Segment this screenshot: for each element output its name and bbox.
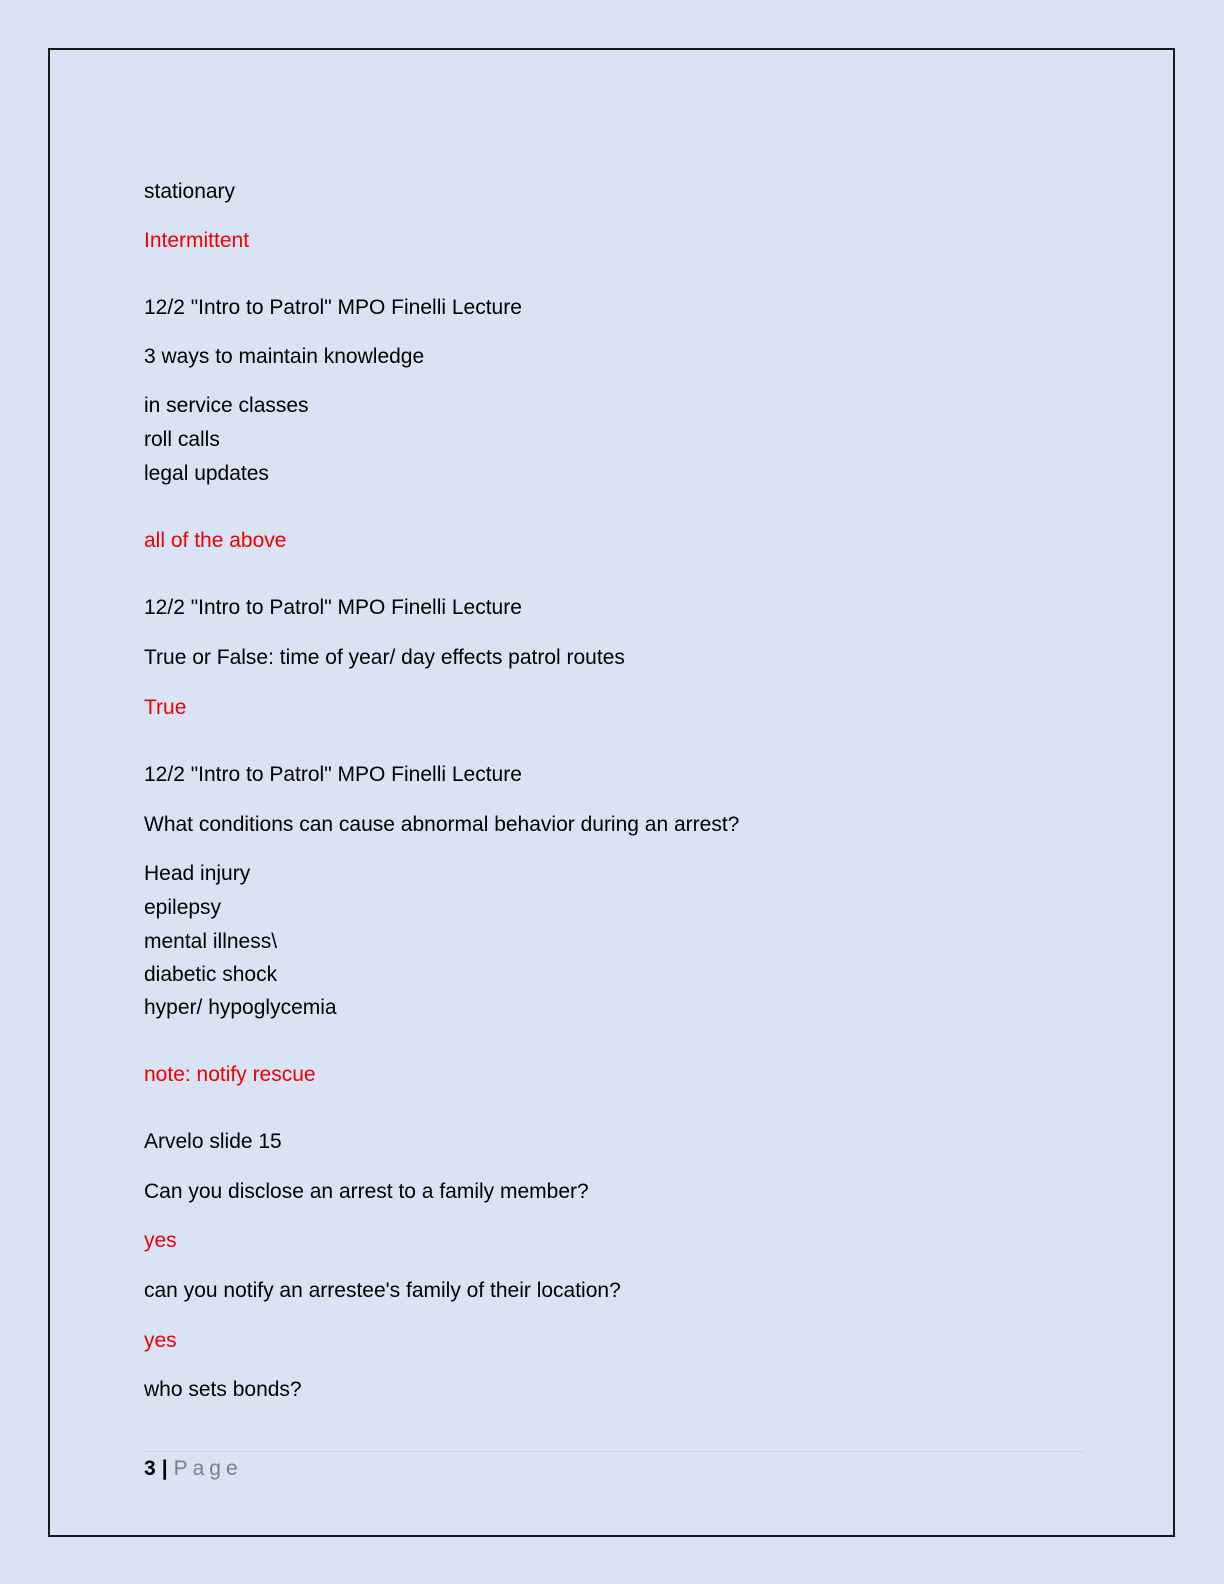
answer-line: True	[144, 696, 187, 719]
question-line: 3 ways to maintain knowledge	[144, 345, 425, 368]
page-label: Page	[173, 1457, 243, 1480]
list-item: Head injury	[144, 862, 251, 885]
text-line: stationary	[144, 180, 236, 203]
list-item: legal updates	[144, 462, 269, 485]
list-item: diabetic shock	[144, 963, 278, 986]
question-line: Can you disclose an arrest to a family member?	[144, 1180, 589, 1203]
answer-line: note: notify rescue	[144, 1063, 316, 1086]
answer-line: Intermittent	[144, 229, 250, 252]
question-line: True or False: time of year/ day effects patrol routes	[144, 646, 625, 669]
list-item: roll calls	[144, 428, 220, 451]
page-border	[48, 48, 1175, 1537]
list-item: epilepsy	[144, 896, 222, 919]
lecture-heading: 12/2 "Intro to Patrol" MPO Finelli Lecture	[144, 296, 522, 319]
answer-line: yes	[144, 1229, 177, 1252]
lecture-heading: 12/2 "Intro to Patrol" MPO Finelli Lecture	[144, 763, 522, 786]
page-footer	[144, 1455, 243, 1483]
answer-line: all of the above	[144, 529, 287, 552]
question-line: can you notify an arrestee's family of their location?	[144, 1279, 621, 1302]
list-item: in service classes	[144, 394, 309, 417]
footer-separator: |	[161, 1457, 168, 1480]
page-number: 3	[144, 1457, 156, 1480]
list-item: mental illness\	[144, 930, 278, 953]
lecture-heading: Arvelo slide 15	[144, 1130, 282, 1153]
lecture-heading: 12/2 "Intro to Patrol" MPO Finelli Lecture	[144, 596, 522, 619]
footer-rule	[144, 1451, 1084, 1452]
question-line: who sets bonds?	[144, 1378, 302, 1401]
question-line: What conditions can cause abnormal behavior during an arrest?	[144, 813, 740, 836]
list-item: hyper/ hypoglycemia	[144, 996, 337, 1019]
answer-line: yes	[144, 1329, 177, 1352]
